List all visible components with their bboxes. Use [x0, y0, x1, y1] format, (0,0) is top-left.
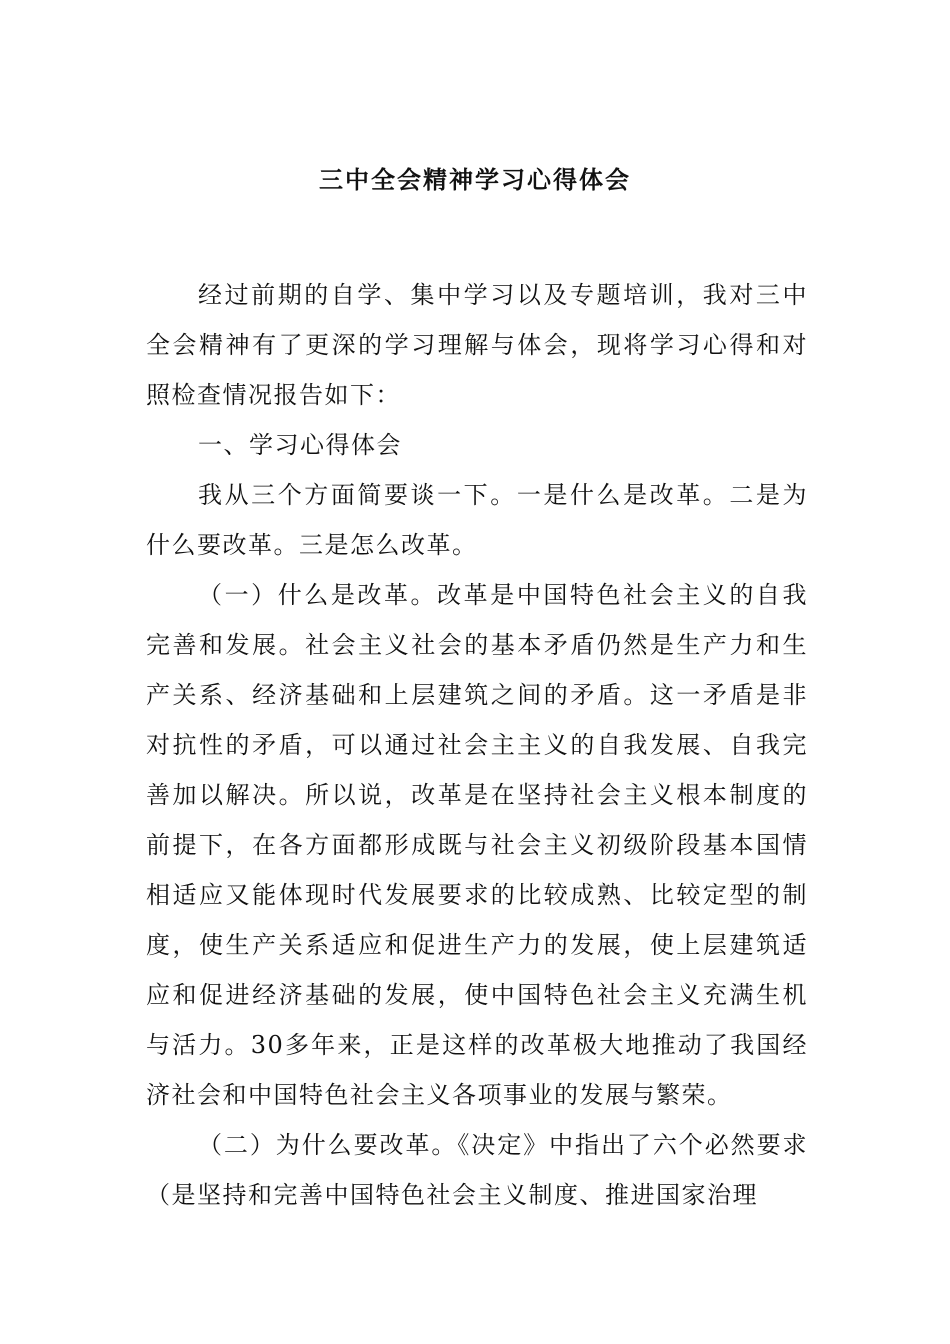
section-heading-1: 一、学习心得体会	[198, 431, 402, 459]
document-title: 三中全会精神学习心得体会	[319, 165, 631, 194]
paragraph-intro: 经过前期的自学、集中学习以及专题培训，我对三中全会精神有了更深的学习理解与体会，现将学习心得和对照检查情况报告如下：	[146, 281, 808, 409]
document-body	[146, 270, 808, 1220]
paragraph-what-is-reform: （一）什么是改革。改革是中国特色社会主义的自我完善和发展。社会主义社会的基本矛盾仍然是生产力和生产关系、经济基础和上层建筑之间的矛盾。这一矛盾是非对抗性的矛盾，可以通过社会主主义的自我发展、自我完善加以解决。所以说，改革是在坚持社会主义根本制度的前提下，在各方面都形成既与社会主义初级阶段基本国情相适应又能体现时代发展要求的比较成熟、比较定型的制度，使生产关系适应和促进生产力的发展，使上层建筑适应和促进经济基础的发展，使中国特色社会主义充满生机与活力。30多年来，正是这样的改革极大地推动了我国经济社会和中国特色社会主义各项事业的发展与繁荣。	[146, 581, 808, 1109]
paragraph-overview: 我从三个方面简要谈一下。一是什么是改革。二是为什么要改革。三是怎么改革。	[146, 481, 808, 559]
paragraph-why-reform: （二）为什么要改革。《决定》中指出了六个必然要求（是坚持和完善中国特色社会主义制度、推进国家治理	[146, 1131, 808, 1209]
